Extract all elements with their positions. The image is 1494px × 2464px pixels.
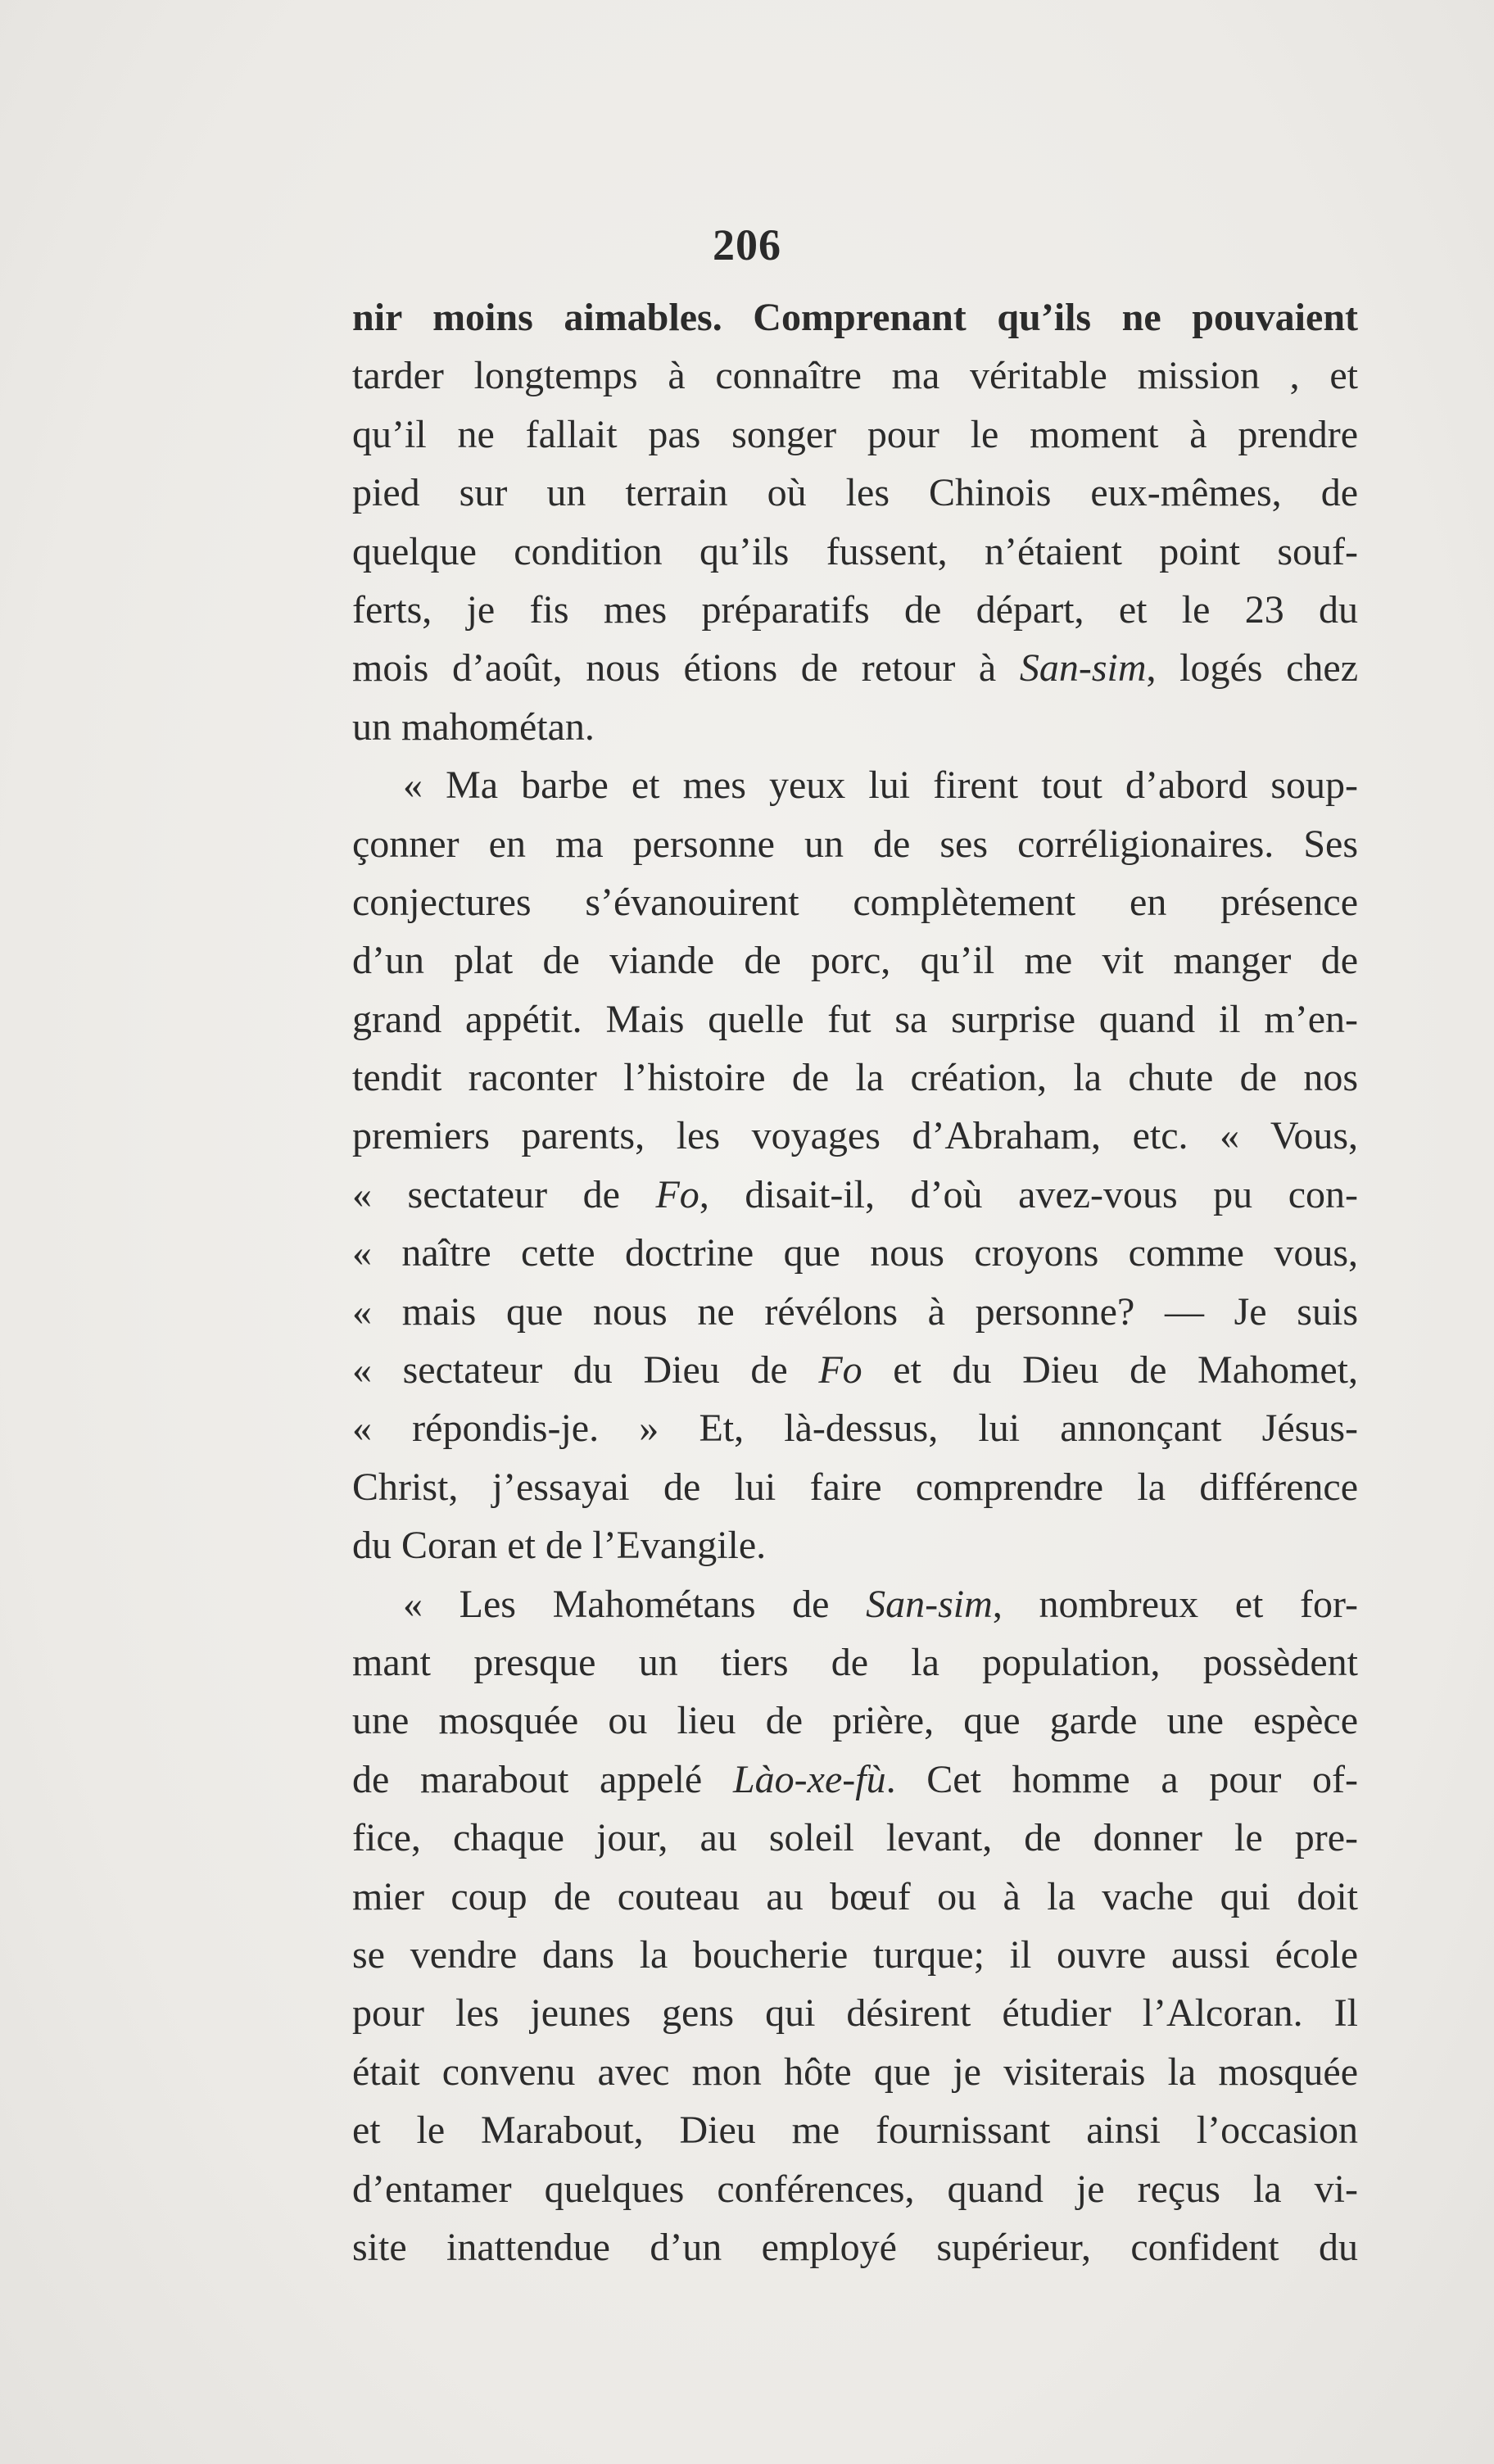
- text-line: pour les jeunes gens qui désirent étudier l’Alcoran. Il: [352, 1991, 1358, 2036]
- text-line: « Ma barbe et mes yeux lui firent tout d’abord soup-: [403, 763, 1358, 808]
- text-line: de marabout appelé Lào-xe-fù. Cet homme a pour of-: [352, 1757, 1358, 1801]
- text-line: pied sur un terrain où les Chinois eux-mêmes, de: [352, 471, 1358, 515]
- page-number: 206: [713, 220, 781, 270]
- text-line: une mosquée ou lieu de prière, que garde une espèce: [352, 1699, 1358, 1743]
- text-line: nir moins aimables. Comprenant qu’ils ne pouvaient: [352, 296, 1358, 339]
- italic-title: Lào-xe-fù: [732, 1757, 886, 1801]
- text-line: se vendre dans la boucherie turque; il ouvre aussi école: [352, 1932, 1358, 1977]
- italic-place-name: San-sim: [1019, 646, 1147, 691]
- text-line: mant presque un tiers de la population, possèdent: [352, 1640, 1358, 1684]
- text-line: quelque condition qu’ils fussent, n’étaient point souf-: [352, 529, 1358, 573]
- text-line: mois d’août, nous étions de retour à San-sim, logés chez: [352, 646, 1358, 691]
- text-line: mier coup de couteau au bœuf ou à la vache qui doit: [352, 1874, 1358, 1918]
- text-line: çonner en ma personne un de ses corréligionaires. Ses: [352, 822, 1358, 866]
- text-line: d’un plat de viande de porc, qu’il me vit manger de: [352, 939, 1358, 983]
- text-line: d’entamer quelques conférences, quand je reçus la vi-: [352, 2167, 1358, 2211]
- text-line: premiers parents, les voyages d’Abraham, etc. « Vous,: [352, 1114, 1358, 1158]
- text-line: « naître cette doctrine que nous croyons comme vous,: [352, 1231, 1358, 1275]
- text-line: et le Marabout, Dieu me fournissant ainsi l’occasion: [352, 2108, 1358, 2153]
- italic-name: Fo: [655, 1172, 699, 1216]
- text-line: « sectateur du Dieu de Fo et du Dieu de Mahomet,: [352, 1348, 1358, 1393]
- text-line: conjectures s’évanouirent complètement en présence: [352, 880, 1358, 924]
- text-line: tarder longtemps à connaître ma véritable mission , et: [352, 354, 1358, 398]
- body-text: [352, 288, 1358, 2276]
- text-line: ferts, je fis mes préparatifs de départ, et le 23 du: [352, 587, 1358, 632]
- text-line: « sectateur de Fo, disait-il, d’où avez-vous pu con-: [352, 1172, 1358, 1216]
- text-line: « mais que nous ne révélons à personne? — Je suis: [352, 1289, 1358, 1334]
- text-line: qu’il ne fallait pas songer pour le moment à prendre: [352, 412, 1358, 456]
- text-line: un mahométan.: [352, 704, 595, 749]
- text-line: fice, chaque jour, au soleil levant, de donner le pre-: [352, 1816, 1358, 1860]
- text-line: grand appétit. Mais quelle fut sa surprise quand il m’en-: [352, 997, 1358, 1041]
- text-line: « répondis-je. » Et, là-dessus, lui annonçant Jésus-: [352, 1406, 1358, 1451]
- text-line: Christ, j’essayai de lui faire comprendre la différence: [352, 1465, 1358, 1509]
- text-line: tendit raconter l’histoire de la création, la chute de nos: [352, 1056, 1358, 1100]
- text-line: était convenu avec mon hôte que je visiterais la mosquée: [352, 2050, 1358, 2094]
- text-line: « Les Mahométans de San-sim, nombreux et for-: [403, 1582, 1358, 1626]
- italic-place-name: San-sim: [866, 1582, 993, 1626]
- text-line: site inattendue d’un employé supérieur, confident du: [352, 2225, 1358, 2269]
- italic-name: Fo: [818, 1348, 862, 1393]
- text-line: du Coran et de l’Evangile.: [352, 1524, 767, 1568]
